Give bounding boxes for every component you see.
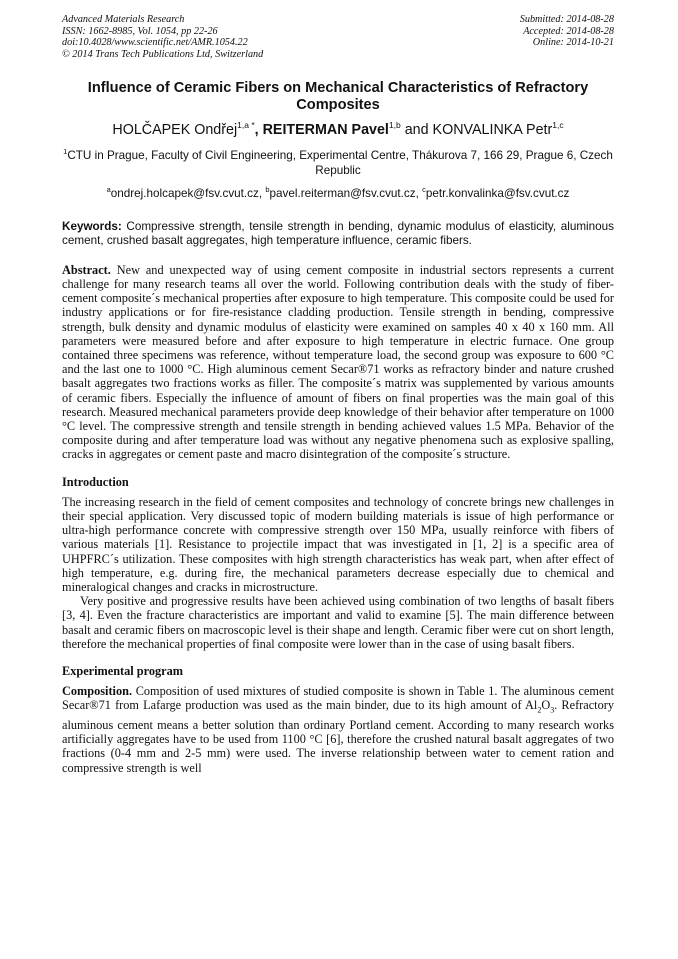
date-submitted: Submitted: 2014-08-28: [519, 14, 614, 25]
author-3-sup: 1,c: [552, 120, 564, 131]
introduction-heading: Introduction: [62, 474, 129, 489]
keywords-label: Keywords:: [62, 220, 122, 234]
intro-paragraph-2: Very positive and progressive results have been achieved using combination of two lengths of basalt fibers [3, 4]. Even the fracture characteristics are important and valid to examine [5]. The main difference between basalt and ceramic fibers on macroscopic level is their shape and length. Ceramic fiber were cut on short length, therefore the mechanical properties of final composite were lower than in the case of using basalt fibers.: [62, 594, 614, 651]
journal-info: [62, 14, 263, 60]
affiliation: [62, 145, 614, 178]
composition-text-b: O: [541, 698, 551, 713]
composition-label: Composition.: [62, 684, 133, 699]
intro-paragraph-1: The increasing research in the field of cement composites and technology of concrete brings new challenges in their special application. Very discussed topic of modern building materials is issue of high performance or ultra-high performance concrete with compressive strength over 150 MPa, usually reinforce with fibers of various materials [1]. Resistance to projectile impact that was investigated in [1, 2] is a specific area of UHPFRC´s utilization. These composites with high strength characteristics has weak part, when after effect of high temperature, e.g. during fire, the mechanical parameters decrease especially due to chemical and mineralogical changes and cracks in microstructure.: [62, 494, 614, 594]
date-accepted: Accepted: 2014-08-28: [523, 25, 614, 37]
email-b[interactable]: pavel.reiterman@fsv.cvut.cz,: [269, 187, 423, 201]
author-1-sup: 1,a *: [237, 120, 255, 131]
email-a[interactable]: ondrej.holcapek@fsv.cvut.cz,: [110, 187, 266, 201]
composition-paragraph: [62, 684, 614, 775]
email-c-sup: c: [422, 185, 426, 195]
composition-text-a: Composition of used mixtures of studied composite is shown in Table 1. The aluminous cement Secar®71 from Lafarge production was used as the main binder, due to its high amount of Al: [62, 684, 614, 713]
journal-copyright: © 2014 Trans Tech Publications Ltd, Switzerland: [62, 48, 264, 60]
subscript-3: 3: [550, 705, 555, 715]
keywords: [62, 220, 614, 249]
journal-doi[interactable]: doi:10.4028/www.scientific.net/AMR.1054.22: [62, 37, 248, 49]
journal-header: [62, 14, 614, 60]
abstract-label: Abstract.: [62, 262, 111, 277]
author-2-sup: 1,b: [388, 120, 401, 131]
dates-info: [520, 14, 614, 60]
paper-page: [62, 14, 614, 775]
affiliation-text: CTU in Prague, Faculty of Civil Engineering, Experimental Centre, Thákurova 7, 166 29, Prague 6, Czech Republic: [67, 149, 613, 177]
introduction-section: [62, 495, 614, 651]
author-2: , REITERMAN Pavel: [254, 122, 389, 139]
author-list: [62, 120, 614, 138]
abstract-text: New and unexpected way of using cement composite in industrial sectors represents a current challenge for many research teams all over the world. Following contribution deals with the study of fiber-cement composite´s mechanical properties after exposure to high temperature. This composite could be used for industry applications or for fire-resistance cladding production. Tensile strength in bending, compressive strength, bulk density and dynamic modulus of elasticity were examined on samples 40 x 40 x 160 mm. All parameters were measured before and after exposure to high temperature in electric furnace. One group contained three specimens was reference, without temperature load, the second group was exposure to 600 °C and the last one to 1000 °C. High aluminous cement Secar®71 works as refractory binder and nature crushed basalt aggregates two fractions works as filler. The composite´s matrix was supplemented by various amounts of ceramic fibers. Especially the influence of amount of fibers on final properties was the main goal of this research. Measured mechanical parameters provide deep knowledge of their behavior after temperature on 1000 °C level. The compressive strength and tensile strength in bending achieved values 1.5 MPa. Behavior of the composite during and after temperature load was without any negative phenomena such as explosive spalling, cracks in aggregates or cement paste and macro disintegration of the composite´s structure.: [62, 262, 614, 462]
journal-issn: ISSN: 1662-8985, Vol. 1054, pp 22-26: [62, 25, 218, 37]
email-a-sup: a: [106, 185, 111, 195]
keywords-text: Compressive strength, tensile strength in bending, dynamic modulus of elasticity, aluminous cement, crushed basalt aggregates, high temperature influence, ceramic fibers.: [62, 220, 614, 248]
email-b-sup: b: [265, 185, 270, 195]
subscript-2: 2: [537, 705, 542, 715]
author-3: and KONVALINKA Petr: [400, 122, 553, 139]
paper-title: Influence of Ceramic Fibers on Mechanical Characteristics of Refractory Composites: [87, 80, 589, 114]
abstract: [62, 263, 614, 462]
experimental-heading: Experimental program: [62, 663, 184, 678]
affiliation-sup: 1: [63, 147, 68, 157]
email-c[interactable]: petr.konvalinka@fsv.cvut.cz: [425, 187, 570, 201]
composition-text-c: . Refractory aluminous cement means a better solution than ordinary Portland cement. According to many research works artificially aggregates have to be used from 1100 °C [6], therefore the crushed natural basalt aggregates of two fractions (0-4 mm and 2-5 mm) were used. The inverse relationship between water to cement ration and compressive strength is well: [62, 698, 614, 775]
email-list: [62, 185, 614, 200]
date-online: Online: 2014-10-21: [532, 37, 614, 49]
journal-name: Advanced Materials Research: [62, 14, 185, 25]
author-1: HOLČAPEK Ondřej: [112, 122, 238, 139]
